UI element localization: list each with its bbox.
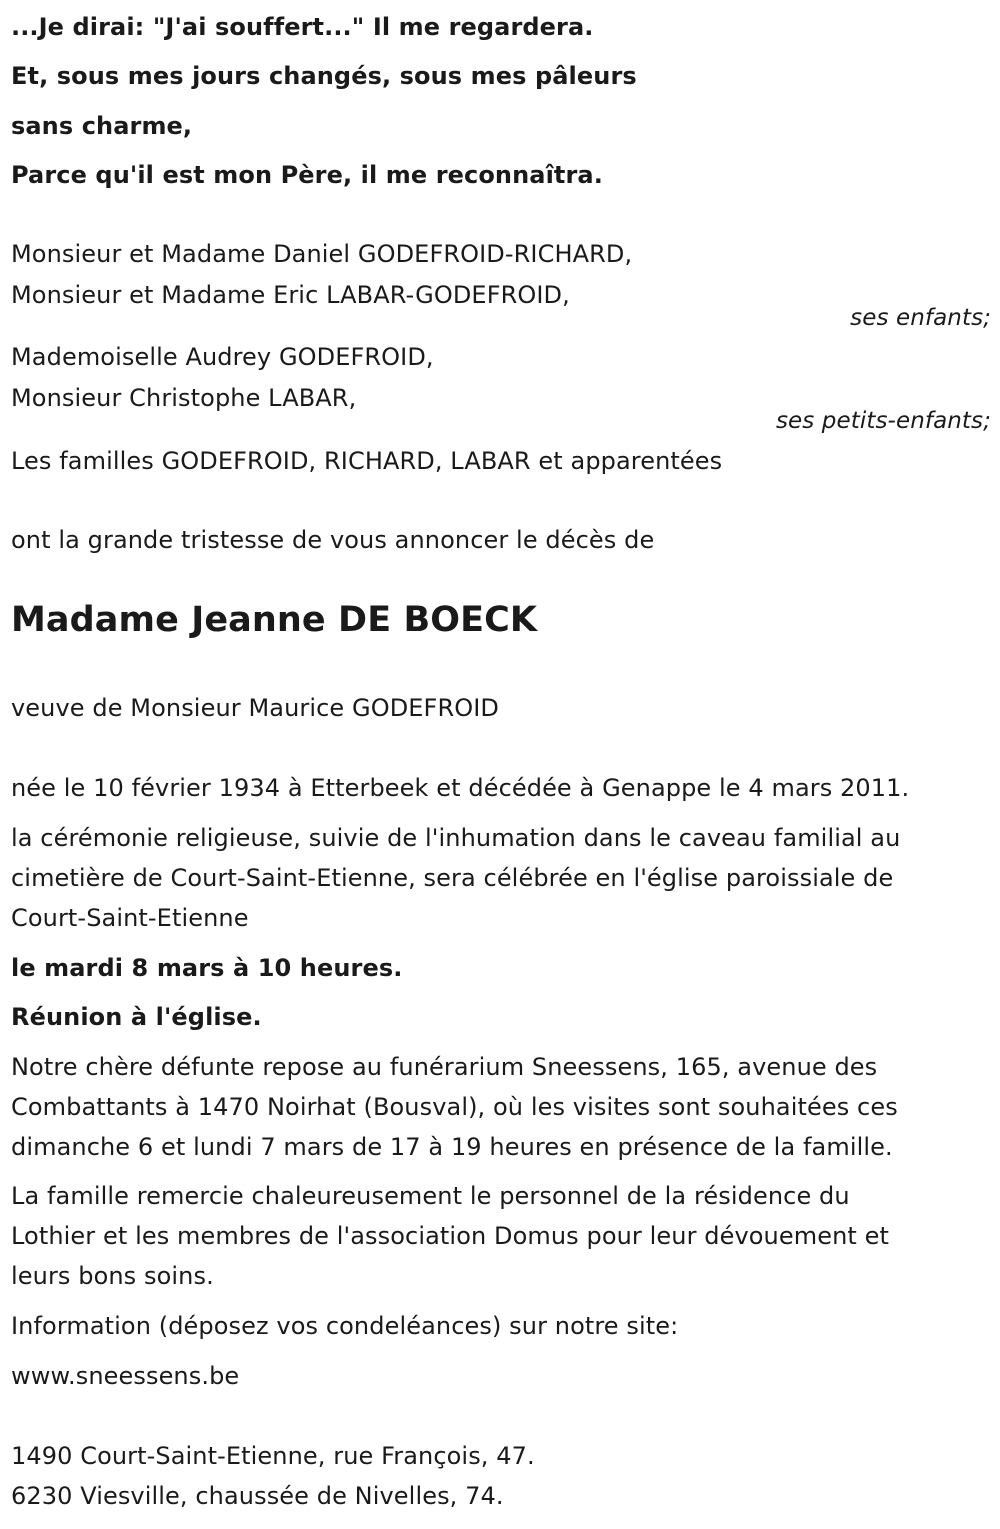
thanks-line-2: Lothier et les membres de l'association Domus pour leur dévouement et [11,1222,890,1250]
families-line: Les familles GODEFROID, RICHARD, LABAR et apparentées [11,447,723,475]
grandchild-name-2: Monsieur Christophe LABAR, [11,384,357,412]
funerarium-line-2: Combattants à 1470 Noirhat (Bousval), où les visites sont souhaitées ces [11,1093,898,1121]
poem-line-3: sans charme, [11,112,193,140]
thanks-line-3: leurs bons soins. [11,1262,214,1290]
ceremony-datetime: le mardi 8 mars à 10 heures. [11,954,403,982]
poem-line-2: Et, sous mes jours changés, sous mes pâleurs [11,62,637,90]
funerarium-line-3: dimanche 6 et lundi 7 mars de 17 à 19 heures en présence de la famille. [11,1133,893,1161]
child-name-1: Monsieur et Madame Daniel GODEFROID-RICHARD, [11,240,633,268]
meeting-line: Réunion à l'église. [11,1003,262,1031]
funerarium-line-1: Notre chère défunte repose au funérarium Sneessens, 165, avenue des [11,1053,878,1081]
info-label: Information (déposez vos condeléances) sur notre site: [11,1312,679,1340]
grandchildren-role: ses petits-enfants; [775,408,991,434]
address-line-2: 6230 Viesville, chaussée de Nivelles, 74. [11,1482,504,1510]
ceremony-line-1: la cérémonie religieuse, suivie de l'inhumation dans le caveau familial au [11,824,901,852]
ceremony-line-3: Court-Saint-Etienne [11,904,249,932]
birth-death-line: née le 10 février 1934 à Etterbeek et décédée à Genappe le 4 mars 2011. [11,774,910,802]
deceased-name: Madame Jeanne DE BOECK [11,600,538,640]
child-name-2: Monsieur et Madame Eric LABAR-GODEFROID, [11,281,570,309]
ceremony-line-2: cimetière de Court-Saint-Etienne, sera célébrée en l'église paroissiale de [11,864,894,892]
widow-of-line: veuve de Monsieur Maurice GODEFROID [11,694,499,722]
children-role: ses enfants; [850,305,991,331]
grandchild-name-1: Mademoiselle Audrey GODEFROID, [11,343,434,371]
website-link[interactable]: www.sneessens.be [11,1362,240,1390]
poem-line-4: Parce qu'il est mon Père, il me reconnaîtra. [11,161,603,189]
announcement-line: ont la grande tristesse de vous annoncer le décès de [11,526,655,554]
thanks-line-1: La famille remercie chaleureusement le personnel de la résidence du [11,1182,850,1210]
address-line-1: 1490 Court-Saint-Etienne, rue François, 47. [11,1442,535,1470]
poem-line-1: ...Je dirai: "J'ai souffert..." Il me regardera. [11,13,594,41]
